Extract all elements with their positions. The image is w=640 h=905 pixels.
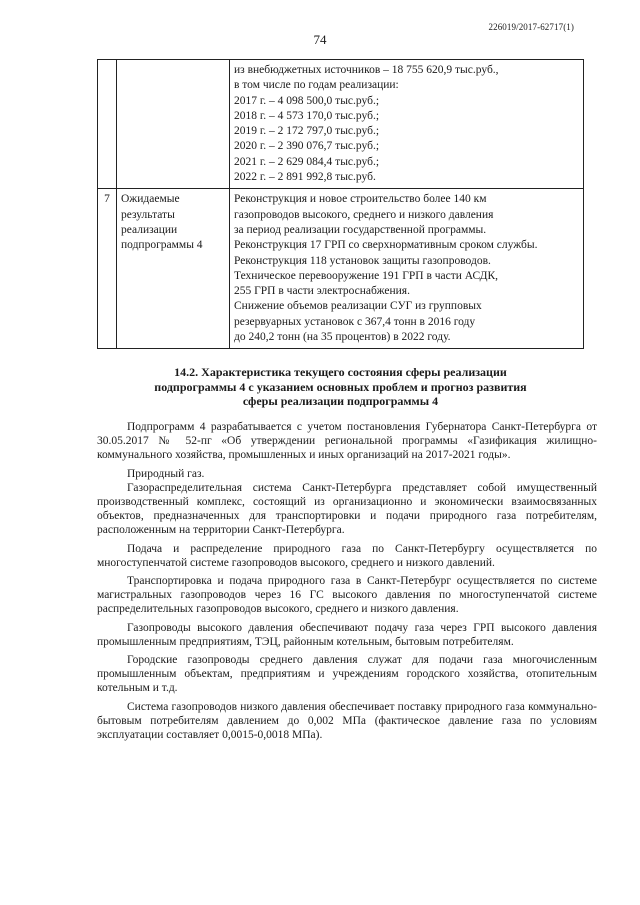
label-line: результаты [121,208,175,221]
row-number-cell [98,60,117,189]
table-row-continuation [98,60,584,189]
paragraph: Транспортировка и подача природного газа в Санкт-Петербург осуществляется по системе магистральных газопроводов через 16 ГС высокого давления по многоступенчатой системе распределительных газопроводов высокого, среднего и низкого давления. [97,575,597,616]
funding-line: 2020 г. – 2 390 076,7 тыс.руб.; [234,140,380,153]
funding-line: в том числе по годам реализации: [234,79,399,92]
subprogram-passport-table [97,59,584,349]
result-line: Снижение объемов реализации СУГ из групповых [234,300,482,313]
paragraph: Подача и распределение природного газа по Санкт-Петербургу осуществляется по многоступенчатой системе газопроводов высокого, среднего и низкого давлений. [97,542,597,569]
funding-line: 2018 г. – 4 573 170,0 тыс.руб.; [234,109,380,122]
paragraph: Газораспределительная система Санкт-Петербурга представляет собой имущественный производственный комплекс, состоящий из организационно и экономически взаимосвязанных объектов, предназначенных для транспортировки и подачи природного газа потребителям, расположенным на территории Санкт-Петербурга. [97,481,597,537]
label-line: Ожидаемые [121,193,180,206]
result-line: Реконструкция 17 ГРП со сверхнормативным сроком службы. [234,239,538,252]
page-number: 74 [313,32,327,47]
heading-line: подпрограммы 4 с указанием основных проблем и прогноз развития [154,379,527,394]
section-heading [97,365,584,409]
result-line: 255 ГРП в части электроснабжения. [234,285,410,298]
result-line: Техническое перевооружение 191 ГРП в части АСДК, [234,269,499,282]
result-line: до 240,2 тонн (на 35 процентов) в 2022 году. [234,331,451,344]
paragraph: Природный газ. [127,467,205,480]
row-label-cell [117,60,230,189]
document-registration-number: 226019/2017-62717(1) [488,22,574,32]
result-line: за период реализации государственной программы. [234,223,487,236]
result-line: Реконструкция и новое строительство более 140 км [234,193,487,206]
funding-line: 2022 г. – 2 891 992,8 тыс.руб. [234,171,376,184]
paragraph: Городские газопроводы среднего давления служат для подачи газа многочисленным промышленным объектам, предприятиям и учреждениям городского хозяйства, отопительным котельным и т.д. [97,654,597,695]
funding-cell [230,60,584,189]
result-line: резервуарных установок с 367,4 тонн в 2016 году [234,315,476,328]
label-line: реализации [121,223,178,236]
table-row-expected-results [98,189,584,349]
result-line: газопроводов высокого, среднего и низкого давления [234,208,494,221]
funding-line: 2021 г. – 2 629 084,4 тыс.руб.; [234,155,380,168]
expected-results-cell [230,189,584,349]
funding-line: 2019 г. – 2 172 797,0 тыс.руб.; [234,125,380,138]
result-line: Реконструкция 118 установок защиты газопроводов. [234,254,491,267]
heading-line: сферы реализации подпрограммы 4 [242,394,439,408]
funding-line: из внебюджетных источников – 18 755 620,9 тыс.руб., [234,64,499,76]
heading-line: 14.2. Характеристика текущего состояния сферы реализации [174,365,507,379]
paragraph: Система газопроводов низкого давления обеспечивает поставку природного газа коммунально-бытовым потребителям давлением до 0,002 МПа (фактическое давление газа по условиям эксплуатации составляет 0,0015-0,0018 МПа). [97,700,597,742]
label-line: подпрограммы 4 [121,239,203,252]
paragraph: Подпрограмм 4 разрабатывается с учетом постановления Губернатора Санкт-Петербурга от 30.05.2017 № 52-пг «Об утверждении региональной программы «Газификация жилищно-коммунального хозяйства, промышленных и иных организаций на 2017-2021 годы». [97,421,597,462]
row-label-cell [117,189,230,349]
row-number-cell: 7 [98,189,117,349]
funding-line: 2017 г. – 4 098 500,0 тыс.руб.; [234,94,380,107]
paragraph: Газопроводы высокого давления обеспечивают подачу газа через ГРП высокого давления промышленным предприятиям, ТЭЦ, районным котельным, бытовым потребителям. [97,621,597,648]
section-body [97,420,597,746]
